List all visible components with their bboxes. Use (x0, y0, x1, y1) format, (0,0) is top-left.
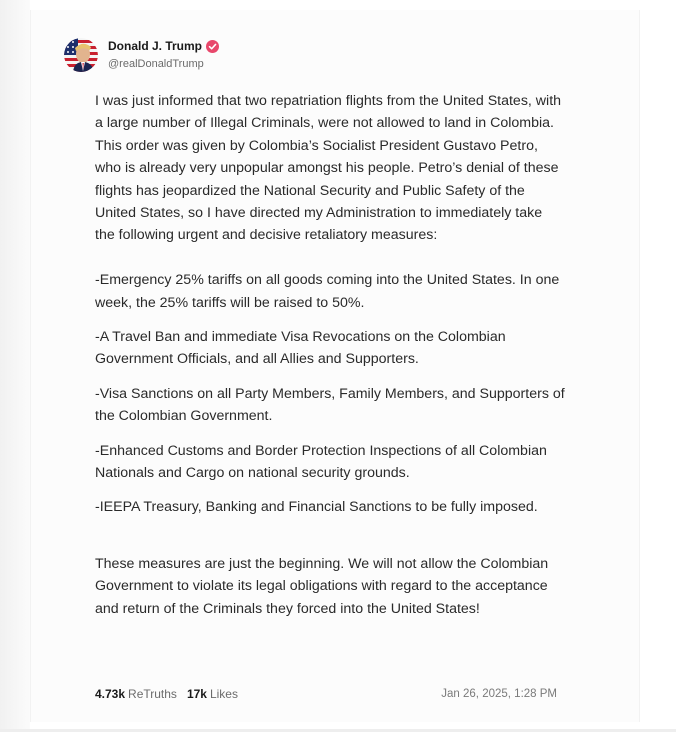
avatar-flag-portrait-icon (64, 38, 98, 72)
post-footer (95, 687, 557, 702)
post-header (64, 38, 219, 72)
retruths-count: 4.73k (95, 687, 126, 701)
post-timestamp[interactable]: Jan 26, 2025, 1:28 PM (441, 688, 557, 700)
post-measure-item: -Emergency 25% tariffs on all goods coming into the United States. In one week, the 25% tariffs will be raised to 50%. (95, 272, 560, 311)
likes-count: 17k (186, 687, 207, 701)
retruths-label: ReTruths (128, 687, 177, 701)
retruths-stat[interactable] (95, 687, 177, 702)
verified-badge-icon (206, 40, 219, 53)
author-handle[interactable]: @realDonaldTrump (108, 58, 204, 70)
post-paragraph: I was just informed that two repatriation flights from the United States, with a large number of Illegal Criminals, were not allowed to land in Colombia. This order was given by Colombia’s Socialist President Gustavo Petro, who is already very unpopular amongst his people. Petro’s denial of these flights has jeopardized the National Security and Public Safety of the United States, so I have directed my Administration to immediately take the following urgent and decisive retaliatory measures: (95, 93, 562, 244)
author-display-name[interactable]: Donald J. Trump (108, 39, 203, 53)
post-measure-item: -Enhanced Customs and Border Protection Inspections of all Colombian Nationals and Cargo on national security grounds. (95, 442, 547, 482)
post-measure-item: -Visa Sanctions on all Party Members, Family Members, and Supporters of the Colombian Government. (95, 385, 565, 425)
author-info (108, 39, 219, 71)
post-stats (95, 687, 248, 702)
post-body (95, 90, 565, 620)
background-band (0, 0, 30, 732)
author-name-row (108, 39, 219, 54)
paragraph-spacer (95, 531, 565, 553)
post-measure-item: -A Travel Ban and immediate Visa Revocations on the Colombian Government Officials, and all Allies and Supporters. (95, 329, 506, 368)
post-measure-item: -IEEPA Treasury, Banking and Financial Sanctions to be fully imposed. (95, 499, 538, 516)
avatar[interactable] (64, 38, 98, 72)
likes-stat[interactable] (187, 687, 238, 702)
likes-label: Likes (209, 687, 238, 701)
post-closing-paragraph: These measures are just the beginning. We will not allow the Colombian Government to violate its legal obligations with regard to the acceptance and return of the Criminals they forced into the United States! (95, 555, 549, 617)
